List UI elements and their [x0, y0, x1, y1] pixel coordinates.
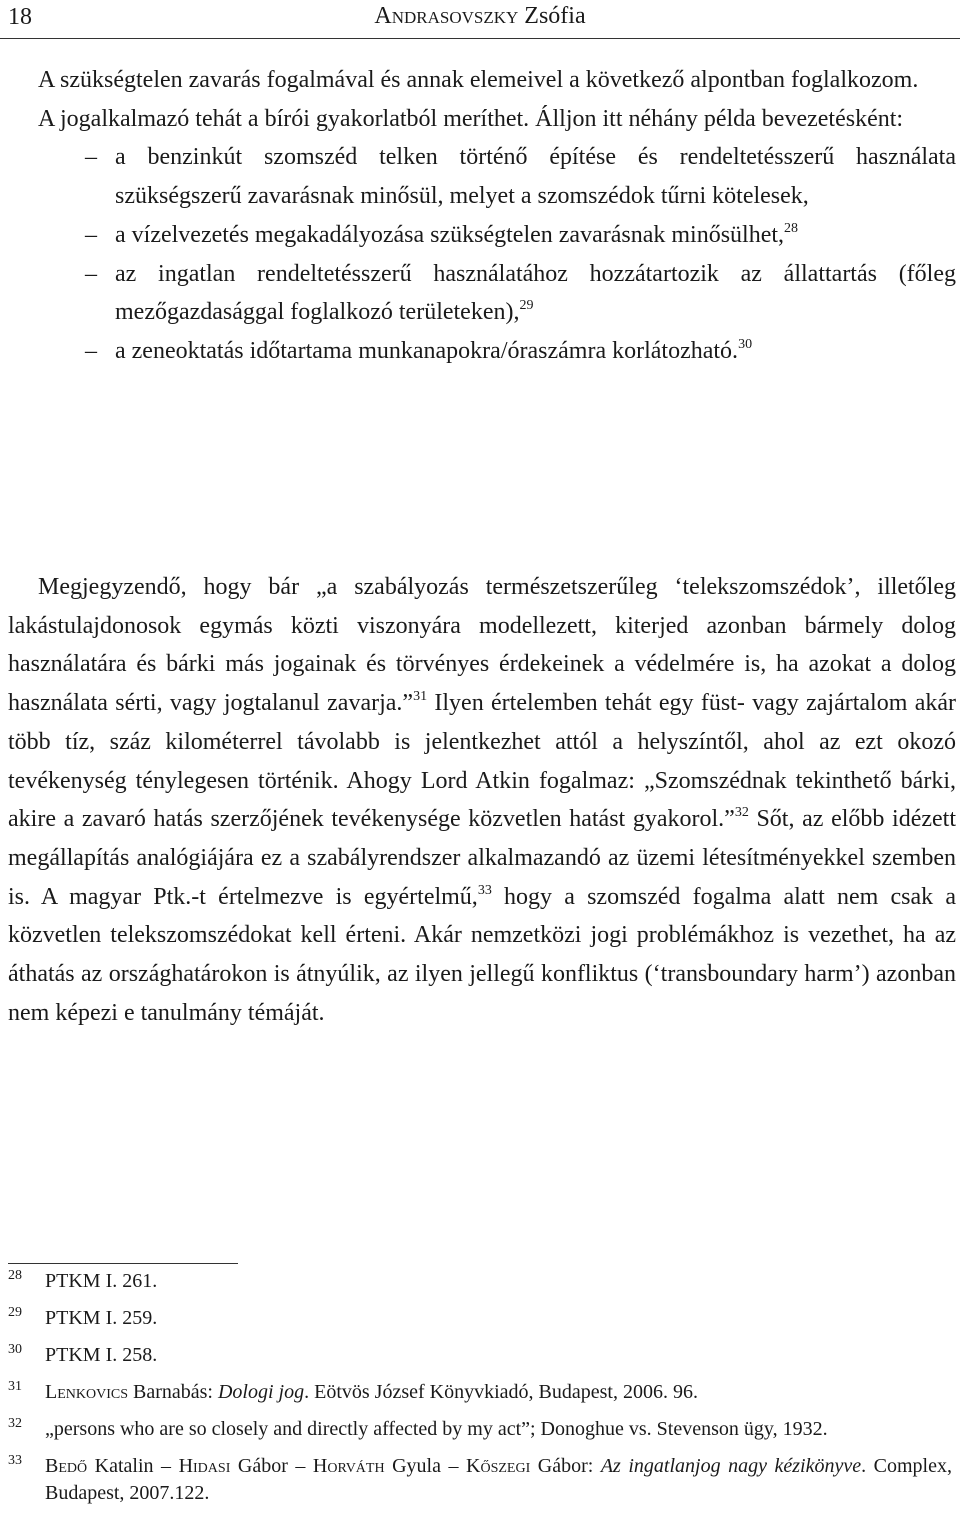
body-paragraph: [8, 568, 956, 1032]
list-item-text: az ingatlan rendeltetésszerű használatához hozzátartozik az állattartás (főleg mezőgazdasággal foglalkozó területeken),: [115, 260, 956, 326]
citation-rest: . Eötvös József Könyvkiadó, Budapest, 2006. 96.: [304, 1381, 698, 1403]
list-item: [85, 255, 956, 332]
footnote-number: 29: [8, 1305, 22, 1320]
footnote-28: [8, 1268, 952, 1295]
list-item-text: a vízelvezetés megakadályozása szükségtelen zavarásnak minősülhet,: [115, 221, 785, 248]
footnote-ref-33[interactable]: 33: [477, 882, 492, 898]
example-list: [8, 138, 956, 370]
author-given-name: Zsófia: [524, 3, 586, 29]
intro-line-2: A jogalkalmazó tehát a bírói gyakorlatból meríthet. Álljon itt néhány példa bevezetésként:: [38, 105, 904, 132]
footnote-text: „persons who are so closely and directly affected by my act”; Donoghue vs. Stevenson ügy, 1932.: [45, 1418, 828, 1440]
cited-author-family: Kőszegi: [466, 1455, 531, 1477]
footnote-31: [8, 1379, 952, 1406]
first-paragraph-block: [8, 61, 956, 371]
footnote-30: [8, 1342, 952, 1369]
footnote-separator: [8, 1263, 238, 1264]
list-item: [85, 332, 956, 371]
list-item-text: a zeneoktatás időtartama munkanapokra/óraszámra korlátozható.: [115, 337, 739, 364]
footnote-text: PTKM I. 259.: [45, 1307, 158, 1329]
footnote-ref-28[interactable]: 28: [784, 220, 799, 236]
paragraph-text-part-1: Megjegyzendő, hogy bár „a szabályozás természetszerűleg ‘telekszomszédok’, illetőleg lakástulajdonosok egymás közti viszonyára modellezett, kiterjed azonban bármely dolog használatára és bárki más jogainak és törvényes érdekeinek a védelmére is, ha azokat a dolog használata sérti, vagy jogtalanul zavarja.”: [8, 574, 956, 717]
cited-author-given: Gábor:: [530, 1455, 601, 1477]
cited-author-given: Gábor –: [230, 1455, 313, 1477]
cited-author-given: Barnabás:: [128, 1381, 218, 1403]
cited-title: Dologi jog: [217, 1381, 305, 1403]
paragraph-text-part-3: Sőt, az előbb idézett megállapítás analógiájára ez a szabályrendszer alkalmazandó az üzemi létesítményekkel szemben is. A magyar Ptk.-t értelmezve is egyértelmű,: [8, 806, 956, 910]
dash-bullet: –: [85, 144, 97, 171]
cited-author-given: Gyula –: [384, 1455, 467, 1477]
cited-author-family: Bedő: [45, 1455, 88, 1477]
running-header: [0, 0, 960, 39]
footnote-text: PTKM I. 258.: [45, 1344, 158, 1366]
citation-rest: . Complex, Budapest, 2007.122.: [45, 1455, 952, 1504]
footnote-33: [8, 1453, 952, 1507]
footnote-number: 33: [8, 1453, 22, 1468]
footnote-ref-32[interactable]: 32: [734, 805, 749, 821]
footnote-29: [8, 1305, 952, 1332]
cited-author-given: Katalin –: [87, 1455, 179, 1477]
list-item: [85, 138, 956, 215]
paragraph-text-part-4: hogy a szomszéd fogalma alatt nem csak a közvetlen telekszomszédokat kell érteni. Akár nemzetközi jogi problémákhoz is vezethet, ha az áthatás az országhatárokon is átnyúlik, az ilyen jellegű konfliktus (‘transboundary harm’) azonban nem képezi e tanulmány témáját.: [8, 883, 956, 1026]
footnote-ref-31[interactable]: 31: [413, 689, 428, 705]
list-item-text: a benzinkút szomszéd telken történő építése és rendeltetésszerű használata szükségszerű zavarásnak minősül, melyet a szomszédok tűrni kötelesek,: [115, 144, 956, 210]
footnote-text: PTKM I. 261.: [45, 1270, 158, 1292]
cited-author-family: Lenkovics: [45, 1381, 128, 1403]
author-family-name: Andrasovszky: [374, 3, 519, 29]
second-paragraph-block: [8, 568, 956, 1032]
cited-author-family: Hidasi: [178, 1455, 231, 1477]
footnotes-section: [8, 1268, 952, 1517]
cited-author-family: Horváth: [312, 1455, 385, 1477]
dash-bullet: –: [85, 221, 97, 248]
footnote-32: [8, 1416, 952, 1443]
footnote-ref-29[interactable]: 29: [519, 298, 534, 314]
footnote-number: 32: [8, 1416, 22, 1431]
cited-title: Az ingatlanjog nagy kézikönyve: [600, 1455, 862, 1477]
footnote-number: 28: [8, 1268, 22, 1283]
footnote-number: 31: [8, 1379, 22, 1394]
paragraph-text-part-2: Ilyen értelemben tehát egy füst- vagy zajártalom akár több tíz, száz kilométerrel távolabb is jelentkezhet attól a helyszíntől, ahol az ezt okozó tevékenység ténylegesen történik. Ahogy Lord Atkin fogalmaz: „Szomszédnak tekinthető bárki, akire a zavaró hatás szerzőjének tevékenysége közvetlen hatást gyakorol.”: [8, 690, 956, 833]
intro-line-1: A szükségtelen zavarás fogalmával és annak elemeivel a következő alpontban foglalkozom.: [38, 67, 919, 93]
footnote-ref-30[interactable]: 30: [738, 336, 753, 352]
page-number: 18: [8, 4, 32, 30]
list-item: [85, 216, 956, 255]
dash-bullet: –: [85, 260, 97, 287]
dash-bullet: –: [85, 337, 97, 364]
footnote-number: 30: [8, 1342, 22, 1357]
running-head-author: [0, 3, 960, 30]
